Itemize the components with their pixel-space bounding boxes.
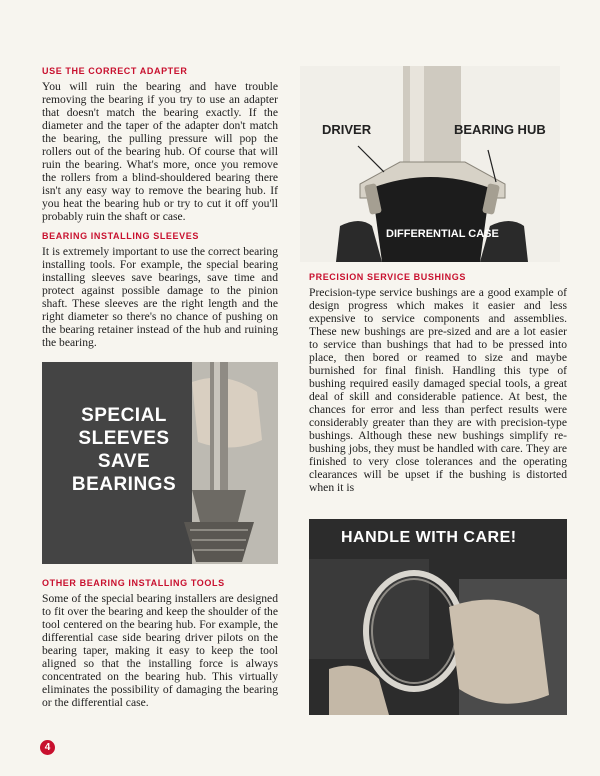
- page-number: 4: [40, 740, 55, 755]
- section-body-other-tools: Some of the special bearing installers are designed to fit over the bearing and keep the shoulder of the tool centered on the bearing hub. For example, the differential case side bearing driver pilots on the bearing taper, making it easy to keep the tool aligned so that the installing force is always concentrated on the bearing hub. This virtually eliminates the possibility of damaging the bearing or the differential case.: [42, 592, 278, 709]
- bearing-driver-photo: [300, 66, 560, 262]
- label-bearing-hub: BEARING HUB: [454, 122, 546, 137]
- sleeves-slogan-line4: BEARINGS: [71, 474, 177, 495]
- sleeves-slogan: [60, 404, 188, 496]
- label-driver: DRIVER: [322, 122, 372, 137]
- section-body-adapter: You will ruin the bearing and have trouble removing the bearing if you try to use an adapter that doesn't match the bearing exactly. If the diameter and the taper of the adapter don't match the bearing, the pulling pressure will pop the rollers out of the bearing hub. Of course that will ruin the bearing. What's more, once you remove the rollers from a blind-shouldered bearing there isn't any easy way to remove the bearing hub. If you heat the bearing hub or try to cut it off you'll probably ruin the shaft or case.: [42, 80, 278, 223]
- handle-with-care-photo: [309, 519, 567, 715]
- special-sleeves-photo: [42, 362, 278, 564]
- right-column: [309, 272, 567, 502]
- section-body-bushings: Precision-type service bushings are a good example of design progress which makes it easier and less expensive to service components and assemblies. These new bushings are pre-sized and are a lot easier to service than bushings that had to be pressed into place, then bored or reamed to size and maybe burnished for final finish. Handling this type of bushing required easily damaged special tools, a great deal of skill and considerable patience. At best, the chances for error and less than perfect results were considerably greater than they are with precision-type bushings. Although these new bushings simplify re-bushing jobs, they must be handled with care. They are finished to very close tolerances and the operating clearances will be upset if the bushing is distorted when it is: [309, 286, 567, 494]
- section-heading-other-tools: OTHER BEARING INSTALLING TOOLS: [42, 578, 225, 588]
- left-column-bottom: [42, 578, 278, 717]
- section-body-sleeves: It is extremely important to use the correct bearing installing tools. For example, the special bearing installing sleeves save bearings, save time and protect against possible damage to the pinion shaft. These sleeves are the right length and the right diameter so there's no chance of pushing on the bearing retainer instead of the hub and ruining the bearing.: [42, 245, 278, 349]
- left-column: [42, 66, 278, 357]
- label-differential-case: DIFFERENTIAL CASE: [386, 228, 499, 240]
- sleeves-slogan-line3: SAVE: [97, 451, 151, 472]
- sleeves-slogan-line1: SPECIAL: [81, 405, 167, 426]
- section-heading-bushings: PRECISION SERVICE BUSHINGS: [309, 272, 466, 282]
- handle-with-care-caption: HANDLE WITH CARE!: [341, 529, 517, 546]
- bushing-in-hand-illustration: [309, 519, 567, 715]
- section-heading-sleeves: BEARING INSTALLING SLEEVES: [42, 231, 199, 241]
- section-heading-adapter: USE THE CORRECT ADAPTER: [42, 66, 188, 76]
- sleeves-slogan-line2: SLEEVES: [78, 428, 170, 449]
